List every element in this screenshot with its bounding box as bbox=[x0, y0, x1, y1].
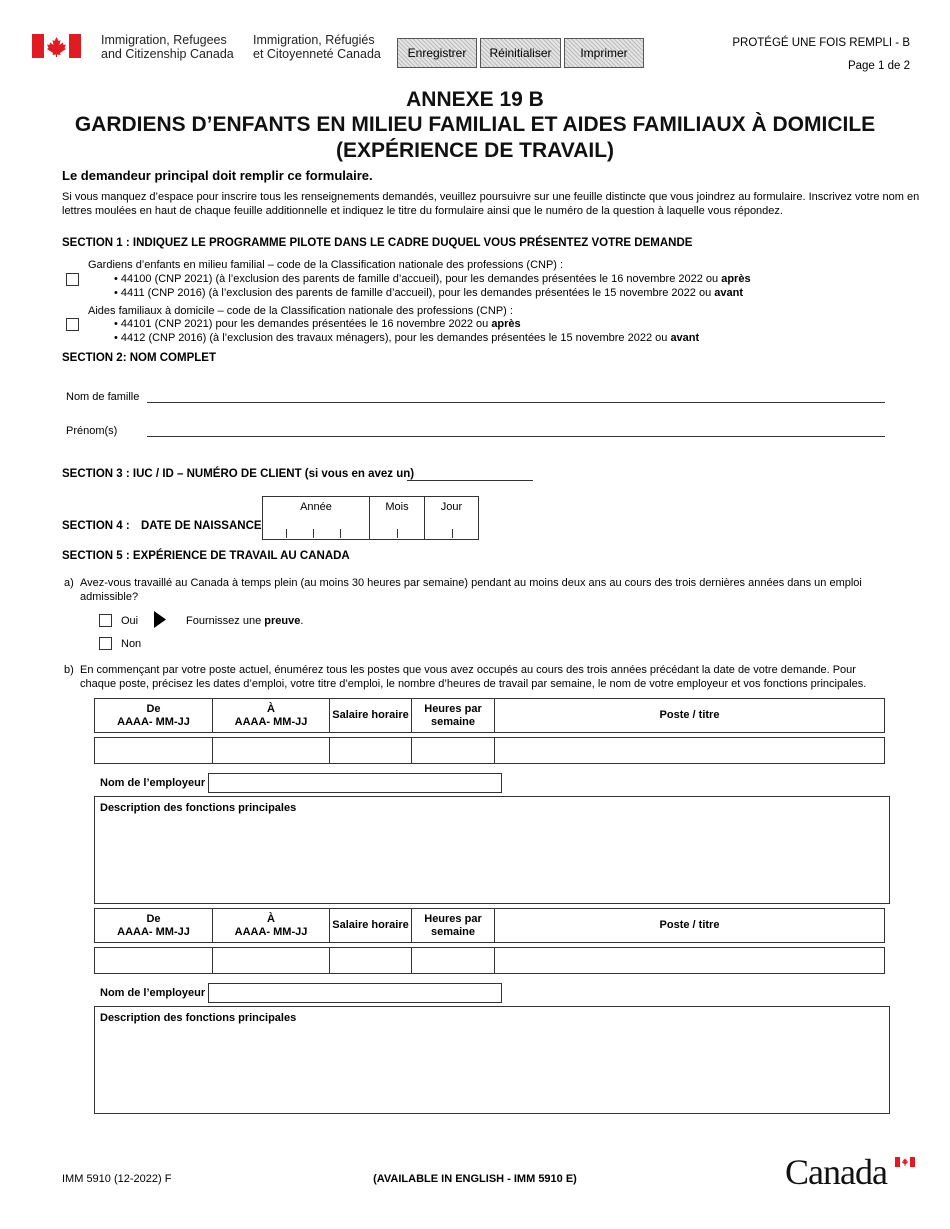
intro-text-line1: Si vous manquez d’espace pour inscrire tous les renseignements demandés, veuillez poursuivre sur une feuille distincte que vous joindrez au formulaire. Inscrivez votre nom en bbox=[62, 191, 920, 203]
arrow-right-icon bbox=[154, 611, 166, 628]
option1-bullet1: • 44100 (CNP 2021) (à l’exclusion des parents de famille d’accueil), pour les demandes présentées le 16 novembre 2022 ou après bbox=[114, 273, 751, 285]
col-wage: Salaire horaire bbox=[330, 699, 412, 733]
department-name-french bbox=[253, 33, 381, 61]
job2-duties-label: Description des fonctions principales bbox=[100, 1012, 297, 1024]
section4-title: SECTION 4 : bbox=[62, 520, 130, 532]
question-b-line2: chaque poste, précisez les dates d’emploi, votre titre d’emploi, le nombre d’heures de travail par semaine, le nom de votre employeur et vos fonctions principales. bbox=[80, 678, 867, 690]
job1-from-input[interactable] bbox=[95, 738, 213, 764]
no-checkbox[interactable] bbox=[99, 637, 112, 650]
birth-year-input[interactable] bbox=[263, 517, 369, 539]
col-from-2: AAAA- MM-JJ bbox=[117, 925, 190, 938]
col-to-2: AAAA- MM-JJ bbox=[234, 925, 308, 938]
option1-bullet2-text: 4411 (CNP 2016) (à l’exclusion des parents de famille d’accueil), pour les demandes présentées le 15 novembre 2022 ou bbox=[120, 287, 712, 299]
col-to-1: À bbox=[267, 702, 275, 715]
section1-title: SECTION 1 : INDIQUEZ LE PROGRAMME PILOTE DANS LE CADRE DUQUEL VOUS PRÉSENTEZ VOTRE DEMANDE bbox=[62, 237, 693, 249]
job1-hours-input[interactable] bbox=[412, 738, 495, 764]
department-name-english bbox=[101, 33, 234, 61]
intro-text-line2: lettres moulées en haut de chaque feuille additionnelle et indiquez le titre du formulaire ainsi que le numéro de la question à laquelle vous répondez. bbox=[62, 205, 783, 217]
job-table-header-1 bbox=[94, 698, 885, 733]
question-a-label: a) bbox=[64, 577, 74, 589]
section3-title: SECTION 3 : IUC / ID – NUMÉRO DE CLIENT (si vous en avez un) bbox=[62, 468, 415, 480]
proof-note bbox=[186, 614, 303, 628]
proof-bold: preuve bbox=[264, 615, 301, 627]
wordmark-flag-icon bbox=[895, 1157, 915, 1167]
page-number: Page 1 de 2 bbox=[847, 60, 910, 72]
home-child-care-checkbox[interactable] bbox=[66, 273, 79, 286]
col-to bbox=[213, 909, 330, 943]
col-from-1: De bbox=[146, 702, 161, 715]
option2-bullet1: • 44101 (CNP 2021) pour les demandes présentées le 16 novembre 2022 ou après bbox=[114, 318, 521, 330]
col-from bbox=[95, 699, 213, 733]
yes-checkbox[interactable] bbox=[99, 614, 112, 627]
col-from-2: AAAA- MM-JJ bbox=[117, 715, 190, 728]
job1-duties-input[interactable] bbox=[94, 796, 890, 904]
option1-bullet1-bold: après bbox=[721, 273, 751, 285]
job2-employer-input[interactable] bbox=[208, 983, 502, 1003]
dept-en-line1: Immigration, Refugees bbox=[101, 33, 227, 47]
proof-period: . bbox=[300, 615, 304, 627]
option1-title: Gardiens d’enfants en milieu familial – code de la Classification nationale des professions (CNP) : bbox=[88, 259, 564, 271]
day-label: Jour bbox=[440, 501, 463, 513]
col-hours bbox=[412, 699, 495, 733]
job1-to-input[interactable] bbox=[213, 738, 330, 764]
client-id-input[interactable] bbox=[407, 480, 533, 481]
col-hours-2: semaine bbox=[430, 715, 476, 728]
job-table-header-2 bbox=[94, 908, 885, 943]
section2-title: SECTION 2: NOM COMPLET bbox=[62, 352, 216, 364]
job2-employer-label: Nom de l’employeur bbox=[100, 987, 206, 999]
job2-duties-input[interactable] bbox=[94, 1006, 890, 1114]
form-title-main: GARDIENS D’ENFANTS EN MILIEU FAMILIAL ET AIDES FAMILIAUX À DOMICILE bbox=[74, 113, 876, 136]
option2-bullet2-bold: avant bbox=[670, 332, 700, 344]
dept-fr-line2: et Citoyenneté Canada bbox=[253, 47, 381, 61]
canada-wordmark: Canada bbox=[785, 1152, 887, 1192]
col-wage: Salaire horaire bbox=[330, 909, 412, 943]
canada-flag-icon bbox=[32, 34, 81, 58]
save-button[interactable]: Enregistrer bbox=[397, 38, 477, 68]
job2-wage-input[interactable] bbox=[330, 948, 412, 974]
proof-text: Fournissez une bbox=[186, 615, 262, 627]
question-a-line2: admissible? bbox=[80, 591, 139, 603]
family-name-label: Nom de famille bbox=[66, 391, 140, 403]
form-title-annex: ANNEXE 19 B bbox=[406, 88, 544, 111]
given-name-input[interactable] bbox=[147, 436, 885, 437]
col-to bbox=[213, 699, 330, 733]
family-name-input[interactable] bbox=[147, 402, 885, 403]
date-of-birth-box bbox=[262, 496, 479, 540]
year-label: Année bbox=[300, 501, 332, 513]
job1-wage-input[interactable] bbox=[330, 738, 412, 764]
reset-button[interactable]: Réinitialiser bbox=[480, 38, 561, 68]
date-of-birth-label: DATE DE NAISSANCE bbox=[141, 520, 262, 532]
section5-title: SECTION 5 : EXPÉRIENCE DE TRAVAIL AU CANADA bbox=[62, 550, 350, 562]
col-to-2: AAAA- MM-JJ bbox=[234, 715, 308, 728]
home-support-worker-checkbox[interactable] bbox=[66, 318, 79, 331]
job1-title-input[interactable] bbox=[495, 738, 885, 764]
job-table-inputs-2 bbox=[94, 947, 885, 974]
option2-bullet1-text: 44101 (CNP 2021) pour les demandes présentées le 16 novembre 2022 ou bbox=[120, 318, 489, 330]
english-version-note: (AVAILABLE IN ENGLISH - IMM 5910 E) bbox=[373, 1173, 577, 1185]
option1-bullet2-bold: avant bbox=[714, 287, 744, 299]
col-hours bbox=[412, 909, 495, 943]
yes-label: Oui bbox=[121, 615, 139, 627]
option2-bullet1-bold: après bbox=[491, 318, 521, 330]
col-hours-1: Heures par bbox=[424, 912, 482, 925]
intro-heading: Le demandeur principal doit remplir ce formulaire. bbox=[62, 168, 373, 183]
job-table-inputs-1 bbox=[94, 737, 885, 764]
job2-to-input[interactable] bbox=[213, 948, 330, 974]
col-hours-1: Heures par bbox=[424, 702, 482, 715]
col-from bbox=[95, 909, 213, 943]
option2-bullet2: • 4412 (CNP 2016) (à l’exclusion des travaux ménagers), pour les demandes présentées le 15 novembre 2022 ou avant bbox=[114, 332, 700, 344]
job1-employer-label: Nom de l’employeur bbox=[100, 777, 206, 789]
option1-bullet1-text: 44100 (CNP 2021) (à l’exclusion des parents de famille d’accueil), pour les demandes présentées le 16 novembre 2022 ou bbox=[120, 273, 719, 285]
question-b-label: b) bbox=[64, 664, 74, 676]
given-name-label: Prénom(s) bbox=[66, 425, 118, 437]
job1-duties-label: Description des fonctions principales bbox=[100, 802, 297, 814]
col-hours-2: semaine bbox=[430, 925, 476, 938]
protected-label: PROTÉGÉ UNE FOIS REMPLI - B bbox=[732, 37, 910, 49]
col-to-1: À bbox=[267, 912, 275, 925]
dept-fr-line1: Immigration, Réfugiés bbox=[253, 33, 375, 47]
print-button[interactable]: Imprimer bbox=[564, 38, 644, 68]
question-a-line1: Avez-vous travaillé au Canada à temps plein (au moins 30 heures par semaine) pendant au moins deux ans au cours des trois dernières années dans un emploi bbox=[80, 577, 862, 589]
form-number: IMM 5910 (12-2022) F bbox=[62, 1173, 172, 1185]
option1-bullet2: • 4411 (CNP 2016) (à l’exclusion des parents de famille d’accueil), pour les demandes présentées le 15 novembre 2022 ou avant bbox=[114, 287, 744, 299]
option2-bullet2-text: 4412 (CNP 2016) (à l’exclusion des travaux ménagers), pour les demandes présentées le 15 novembre 2022 ou bbox=[120, 332, 668, 344]
month-label: Mois bbox=[385, 501, 409, 513]
col-from-1: De bbox=[146, 912, 161, 925]
dept-en-line2: and Citizenship Canada bbox=[101, 47, 234, 61]
job2-hours-input[interactable] bbox=[412, 948, 495, 974]
option2-title: Aides familiaux à domicile – code de la Classification nationale des professions (CNP) : bbox=[88, 305, 513, 317]
question-b-line1: En commençant par votre poste actuel, énumérez tous les postes que vous avez occupés au cours des trois années précédant la date de votre demande. Pour bbox=[80, 664, 856, 676]
job2-from-input[interactable] bbox=[95, 948, 213, 974]
col-title: Poste / titre bbox=[495, 699, 885, 733]
form-title-sub: (EXPÉRIENCE DE TRAVAIL) bbox=[335, 139, 615, 162]
no-label: Non bbox=[121, 638, 142, 650]
col-title: Poste / titre bbox=[495, 909, 885, 943]
job1-employer-input[interactable] bbox=[208, 773, 502, 793]
job2-title-input[interactable] bbox=[495, 948, 885, 974]
